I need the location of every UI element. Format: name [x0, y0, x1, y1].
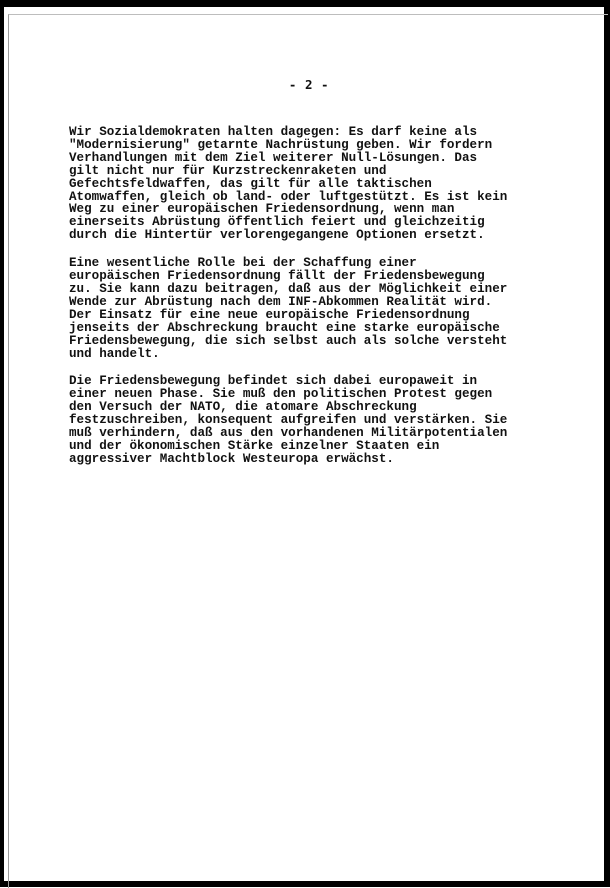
text-line: Gefechtsfeldwaffen, das gilt für alle taktischen — [69, 176, 432, 191]
text-line: Weg zu einer europäischen Friedensordnung, wenn man — [69, 202, 455, 217]
text-line: jenseits der Abschreckung braucht eine starke europäische — [69, 320, 500, 335]
text-line: gilt nicht nur für Kurzstreckenraketen und — [69, 163, 387, 178]
text-line: Wende zur Abrüstung nach dem INF-Abkommen Realität wird. — [69, 294, 493, 309]
paragraph-3 — [69, 375, 539, 465]
text-line: den Versuch der NATO, die atomare Abschreckung — [69, 400, 417, 415]
text-line: Wir Sozialdemokraten halten dagegen: Es darf keine als — [69, 125, 478, 139]
page-number: - 2 - — [288, 77, 330, 92]
text-line: Die Friedensbewegung befindet sich dabei europaweit in — [69, 374, 478, 389]
text-line: und handelt. — [69, 346, 160, 361]
text-line: durch die Hintertür verlorengegangene Optionen ersetzt. — [69, 228, 485, 243]
text-line: festzuschreiben, konsequent aufgreifen und verstärken. Sie — [69, 413, 508, 428]
document-body — [69, 126, 539, 481]
paragraph-1 — [69, 126, 539, 242]
text-line: muß verhindern, daß aus den vorhandenen Militärpotentialen — [69, 426, 508, 441]
text-line: Atomwaffen, gleich ob land- oder luftgestützt. Es ist kein — [69, 189, 508, 204]
text-line: einerseits Abrüstung öffentlich feiert und gleichzeitig — [69, 215, 485, 230]
paragraph-2 — [69, 257, 539, 360]
text-line: Friedensbewegung, die sich selbst auch als solche versteht — [69, 333, 508, 348]
text-line: europäischen Friedensordnung fällt der Friedensbewegung — [69, 269, 485, 284]
text-line: aggressiver Machtblock Westeuropa erwächst. — [69, 451, 394, 466]
text-line: und der ökonomischen Stärke einzelner Staaten ein — [69, 438, 440, 453]
text-line: Eine wesentliche Rolle bei der Schaffung einer — [69, 256, 417, 271]
text-line: Der Einsatz für eine neue europäische Friedensordnung — [69, 307, 470, 322]
text-line: zu. Sie kann dazu beitragen, daß aus der Möglichkeit einer — [69, 281, 508, 296]
text-line: einer neuen Phase. Sie muß den politischen Protest gegen — [69, 387, 493, 402]
text-line: "Modernisierung" getarnte Nachrüstung geben. Wir fordern — [69, 137, 493, 152]
text-line: Verhandlungen mit dem Ziel weiterer Null-Lösungen. Das — [69, 150, 478, 165]
